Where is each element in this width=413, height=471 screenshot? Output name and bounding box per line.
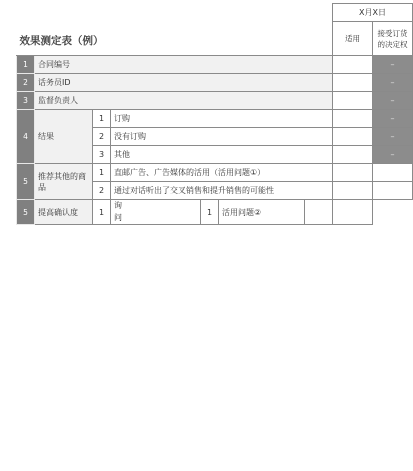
applicable-cell[interactable] xyxy=(333,56,373,74)
question-item: 活用问题② xyxy=(219,200,305,225)
decision-cell[interactable]: – xyxy=(373,56,413,74)
applicable-cell[interactable] xyxy=(333,146,373,164)
decision-cell[interactable] xyxy=(373,182,413,200)
applicable-column-header: 适用 xyxy=(333,22,373,56)
table-title: 效果测定表（例） xyxy=(17,4,333,56)
applicable-cell[interactable] xyxy=(333,74,373,92)
decision-cell[interactable] xyxy=(333,200,373,225)
row-contract-number: 1 合同编号 – xyxy=(17,56,413,74)
date-header: X月X日 xyxy=(333,4,413,22)
result-label: 结果 xyxy=(35,110,93,164)
applicable-cell[interactable] xyxy=(333,182,373,200)
operator-id-label: 话务员ID xyxy=(35,74,333,92)
supervisor-label: 监督负责人 xyxy=(35,92,333,110)
row-supervisor: 3 监督负责人 – xyxy=(17,92,413,110)
applicable-cell[interactable] xyxy=(333,164,373,182)
result-row: 3 其他 – xyxy=(17,146,413,164)
decision-cell[interactable]: – xyxy=(373,110,413,128)
recommend-item: 通过对话听出了交叉销售和提升销售的可能性 xyxy=(111,182,333,200)
decision-cell[interactable] xyxy=(373,164,413,182)
applicable-cell[interactable] xyxy=(333,110,373,128)
recommend-label: 推荐其他的商品 xyxy=(35,164,93,200)
decision-cell[interactable]: – xyxy=(373,92,413,110)
effect-measurement-table xyxy=(16,3,413,225)
applicable-cell[interactable] xyxy=(333,92,373,110)
decision-cell[interactable]: – xyxy=(373,128,413,146)
decision-cell[interactable]: – xyxy=(373,146,413,164)
decision-cell[interactable]: – xyxy=(373,74,413,92)
confirmation-label: 提高确认度 xyxy=(35,200,93,225)
recommend-item: 直邮广告、广告媒体的活用（活用问题①） xyxy=(111,164,333,182)
applicable-cell[interactable] xyxy=(305,200,333,225)
result-option: 没有订购 xyxy=(111,128,333,146)
result-option: 订购 xyxy=(111,110,333,128)
row-operator-id: 2 话务员ID – xyxy=(17,74,413,92)
result-row: 2 没有订购 – xyxy=(17,128,413,146)
result-option: 其他 xyxy=(111,146,333,164)
result-row: 4 结果 1 订购 – xyxy=(17,110,413,128)
inquiry-label: 询问 xyxy=(111,200,201,225)
recommend-row: 5 推荐其他的商品 1 直邮广告、广告媒体的活用（活用问题①） xyxy=(17,164,413,182)
contract-number-label: 合同编号 xyxy=(35,56,333,74)
decision-column-header: 接受订货的决定权 xyxy=(373,22,413,56)
recommend-row: 2 通过对话听出了交叉销售和提升销售的可能性 xyxy=(17,182,413,200)
confirmation-row: 5 提高确认度 1 询问 1 活用问题② xyxy=(17,200,413,225)
applicable-cell[interactable] xyxy=(333,128,373,146)
